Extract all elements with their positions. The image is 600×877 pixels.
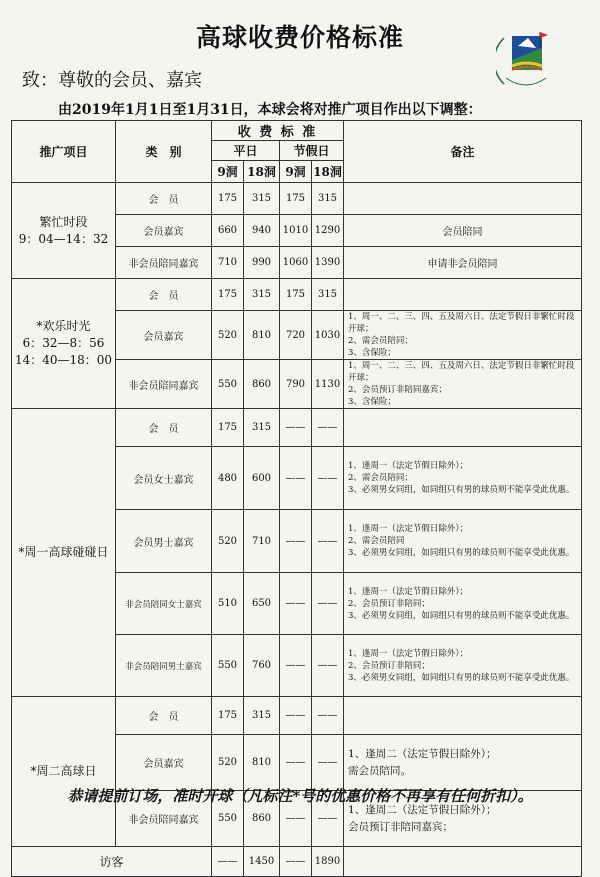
price-hd18: ——	[312, 735, 344, 791]
price-hd9: ——	[280, 635, 312, 697]
remark-line: 1、逢周二（法定节假日除外）；	[348, 803, 497, 816]
header-weekday: 平日	[212, 141, 280, 161]
remark-line: 申请非会员陪同	[427, 259, 498, 270]
promo-period-cell	[12, 183, 116, 279]
category-cell: 会员女士嘉宾	[116, 447, 212, 510]
price-hd18: 1290	[312, 215, 344, 247]
remark-cell	[344, 215, 582, 247]
price-hd9: ——	[280, 510, 312, 573]
price-wd9: 550	[212, 360, 244, 409]
category-cell: 会员嘉宾	[116, 215, 212, 247]
remark-cell	[344, 409, 582, 447]
price-wd9: 520	[212, 311, 244, 360]
price-wd18: 860	[244, 360, 280, 409]
header-holiday-18: 18洞	[312, 161, 344, 183]
price-hd9: ——	[280, 791, 312, 847]
price-wd9: 550	[212, 635, 244, 697]
price-hd18: ——	[312, 635, 344, 697]
remark-line: 1、逢周一（法定节假日除外）；	[348, 524, 469, 534]
remark-cell	[344, 510, 582, 573]
remark-line: 1、周一、二、三、四、五及周六日、法定节假日非繁忙时段开球；	[348, 312, 575, 334]
remark-line: 会员预订非陪同嘉宾；	[348, 820, 454, 833]
header-remark: 备注	[344, 121, 582, 183]
remark-line: 3、含保险；	[348, 348, 396, 358]
remark-cell	[344, 311, 582, 360]
price-hd9: ——	[280, 447, 312, 510]
promo-period-line: 9：04—14：32	[18, 231, 109, 246]
price-wd9: 175	[212, 183, 244, 215]
price-wd18: 650	[244, 573, 280, 635]
promo-period-cell	[12, 279, 116, 409]
price-wd18: 860	[244, 791, 280, 847]
price-wd9: 520	[212, 510, 244, 573]
price-hd9: 1010	[280, 215, 312, 247]
price-wd9: 175	[212, 697, 244, 735]
header-holiday-9: 9洞	[280, 161, 312, 183]
remark-line: 3、必须男女同组，如同组只有男的球员则不能享受此优惠。	[348, 672, 575, 683]
remark-cell	[344, 447, 582, 510]
remark-line: 2、需会员陪同；	[348, 473, 413, 483]
price-hd9: ——	[280, 409, 312, 447]
visitor-price-wd9: ——	[212, 847, 244, 877]
greeting: 致：尊敬的会员、嘉宾	[22, 70, 202, 91]
promo-period-line: 14：40—18：00	[14, 353, 113, 367]
price-wd18: 600	[244, 447, 280, 510]
price-wd9: 550	[212, 791, 244, 847]
remark-line: 1、周一、二、三、四、五及周六日、法定节假日非繁忙时段开球；	[348, 361, 575, 383]
remark-cell	[344, 735, 582, 791]
remark-cell	[344, 183, 582, 215]
price-hd9: 175	[280, 183, 312, 215]
fee-table	[11, 120, 582, 877]
price-wd9: 175	[212, 409, 244, 447]
visitor-price-hd9: ——	[280, 847, 312, 877]
promo-period-cell	[12, 697, 116, 847]
price-wd9: 480	[212, 447, 244, 510]
remark-cell	[344, 247, 582, 279]
promo-period-line: *欢乐时光	[36, 319, 91, 333]
price-hd9: ——	[280, 573, 312, 635]
price-wd18: 315	[244, 183, 280, 215]
category-cell: 会 员	[116, 697, 212, 735]
price-wd18: 710	[244, 510, 280, 573]
visitor-price-wd18: 1450	[244, 847, 280, 877]
table-row	[12, 183, 582, 215]
category-cell: 会员嘉宾	[116, 735, 212, 791]
table-row	[12, 279, 582, 311]
remark-line: 2、会员预订非陪同；	[348, 598, 430, 609]
club-logo	[496, 26, 566, 96]
price-hd18: ——	[312, 791, 344, 847]
remark-line: 2、需会员陪同	[348, 536, 405, 546]
promo-period-cell	[12, 409, 116, 697]
remark-line: 1、逢周一（法定节假日除外）；	[348, 461, 469, 471]
price-wd18: 990	[244, 247, 280, 279]
header-fee-standard: 收 费 标 准	[212, 121, 344, 141]
price-wd18: 315	[244, 697, 280, 735]
table-row-visitor	[12, 847, 582, 877]
page-title: 高球收费价格标准	[195, 23, 404, 52]
price-hd18: 315	[312, 279, 344, 311]
price-hd9: ——	[280, 735, 312, 791]
header-category: 类 别	[116, 121, 212, 183]
price-hd9: 790	[280, 360, 312, 409]
remark-line: 3、必须男女同组，如同组只有男的球员则不能享受此优惠。	[348, 610, 575, 621]
price-hd9: 1060	[280, 247, 312, 279]
price-wd9: 520	[212, 735, 244, 791]
price-hd18: ——	[312, 573, 344, 635]
price-hd9: 720	[280, 311, 312, 360]
remark-line: 3、含保险；	[348, 397, 396, 407]
category-cell: 非会员陪同嘉宾	[116, 360, 212, 409]
notice-line: 由2019年1月1日至1月31日，本球会将对推广项目作出以下调整：	[58, 102, 482, 118]
category-cell: 会 员	[116, 279, 212, 311]
remark-line: 需会员陪同。	[348, 764, 412, 777]
category-cell: 会 员	[116, 183, 212, 215]
remark-line: 2、需会员陪同；	[348, 336, 413, 346]
header-weekday-9: 9洞	[212, 161, 244, 183]
promo-period-line: *周二高球日	[30, 764, 97, 778]
remark-line: 3、必须男女同组，如同组只有男的球员则不能享受此优惠。	[348, 485, 575, 495]
header-holiday: 节假日	[280, 141, 344, 161]
price-hd18: ——	[312, 697, 344, 735]
promo-period-line: 6：32—8：56	[22, 336, 105, 350]
visitor-label: 访客	[12, 847, 212, 877]
price-wd18: 810	[244, 311, 280, 360]
price-hd18: 1130	[312, 360, 344, 409]
price-hd9: ——	[280, 697, 312, 735]
promo-period-line: *周一高球碰碰日	[18, 545, 109, 559]
category-cell: 非会员陪同嘉宾	[116, 247, 212, 279]
price-wd9: 175	[212, 279, 244, 311]
category-cell: 会员嘉宾	[116, 311, 212, 360]
price-wd9: 510	[212, 573, 244, 635]
price-hd18: 1390	[312, 247, 344, 279]
visitor-remark	[344, 847, 582, 877]
remark-line: 1、逢周一（法定节假日除外）；	[348, 648, 469, 659]
table-row	[12, 409, 582, 447]
price-wd9: 710	[212, 247, 244, 279]
remark-line: 1、逢周二（法定节假日除外）；	[348, 747, 497, 760]
remark-line: 1、逢周一（法定节假日除外）；	[348, 586, 469, 597]
table-row	[12, 697, 582, 735]
price-wd18: 315	[244, 279, 280, 311]
remark-cell	[344, 360, 582, 409]
header-weekday-18: 18洞	[244, 161, 280, 183]
remark-line: 会员陪同	[442, 227, 483, 238]
price-wd18: 760	[244, 635, 280, 697]
price-wd18: 940	[244, 215, 280, 247]
remark-cell	[344, 573, 582, 635]
price-hd18: ——	[312, 447, 344, 510]
price-hd18: ——	[312, 409, 344, 447]
remark-cell	[344, 279, 582, 311]
price-wd18: 315	[244, 409, 280, 447]
footer-note: 恭请提前订场，准时开球（凡标注*号的优惠价格不再享有任何折扣）。	[67, 787, 533, 805]
remark-line: 3、必须男女同组，如同组只有男的球员则不能享受此优惠。	[348, 548, 575, 558]
category-cell: 会员男士嘉宾	[116, 510, 212, 573]
price-wd9: 660	[212, 215, 244, 247]
category-cell: 非会员陪同女士嘉宾	[116, 573, 212, 635]
price-wd18: 810	[244, 735, 280, 791]
visitor-price-hd18: 1890	[312, 847, 344, 877]
category-cell: 非会员陪同男士嘉宾	[116, 635, 212, 697]
price-hd18: 1030	[312, 311, 344, 360]
remark-cell	[344, 697, 582, 735]
remark-cell	[344, 635, 582, 697]
price-hd9: 175	[280, 279, 312, 311]
remark-line: 2、会员预订非陪同嘉宾；	[348, 385, 447, 395]
price-hd18: ——	[312, 510, 344, 573]
price-hd18: 315	[312, 183, 344, 215]
category-cell: 会 员	[116, 409, 212, 447]
promo-period-line: 繁忙时段	[39, 214, 88, 229]
header-project: 推广项目	[12, 121, 116, 183]
remark-line: 2、会员预订非陪同；	[348, 660, 430, 671]
category-cell: 非会员陪同嘉宾	[116, 791, 212, 847]
